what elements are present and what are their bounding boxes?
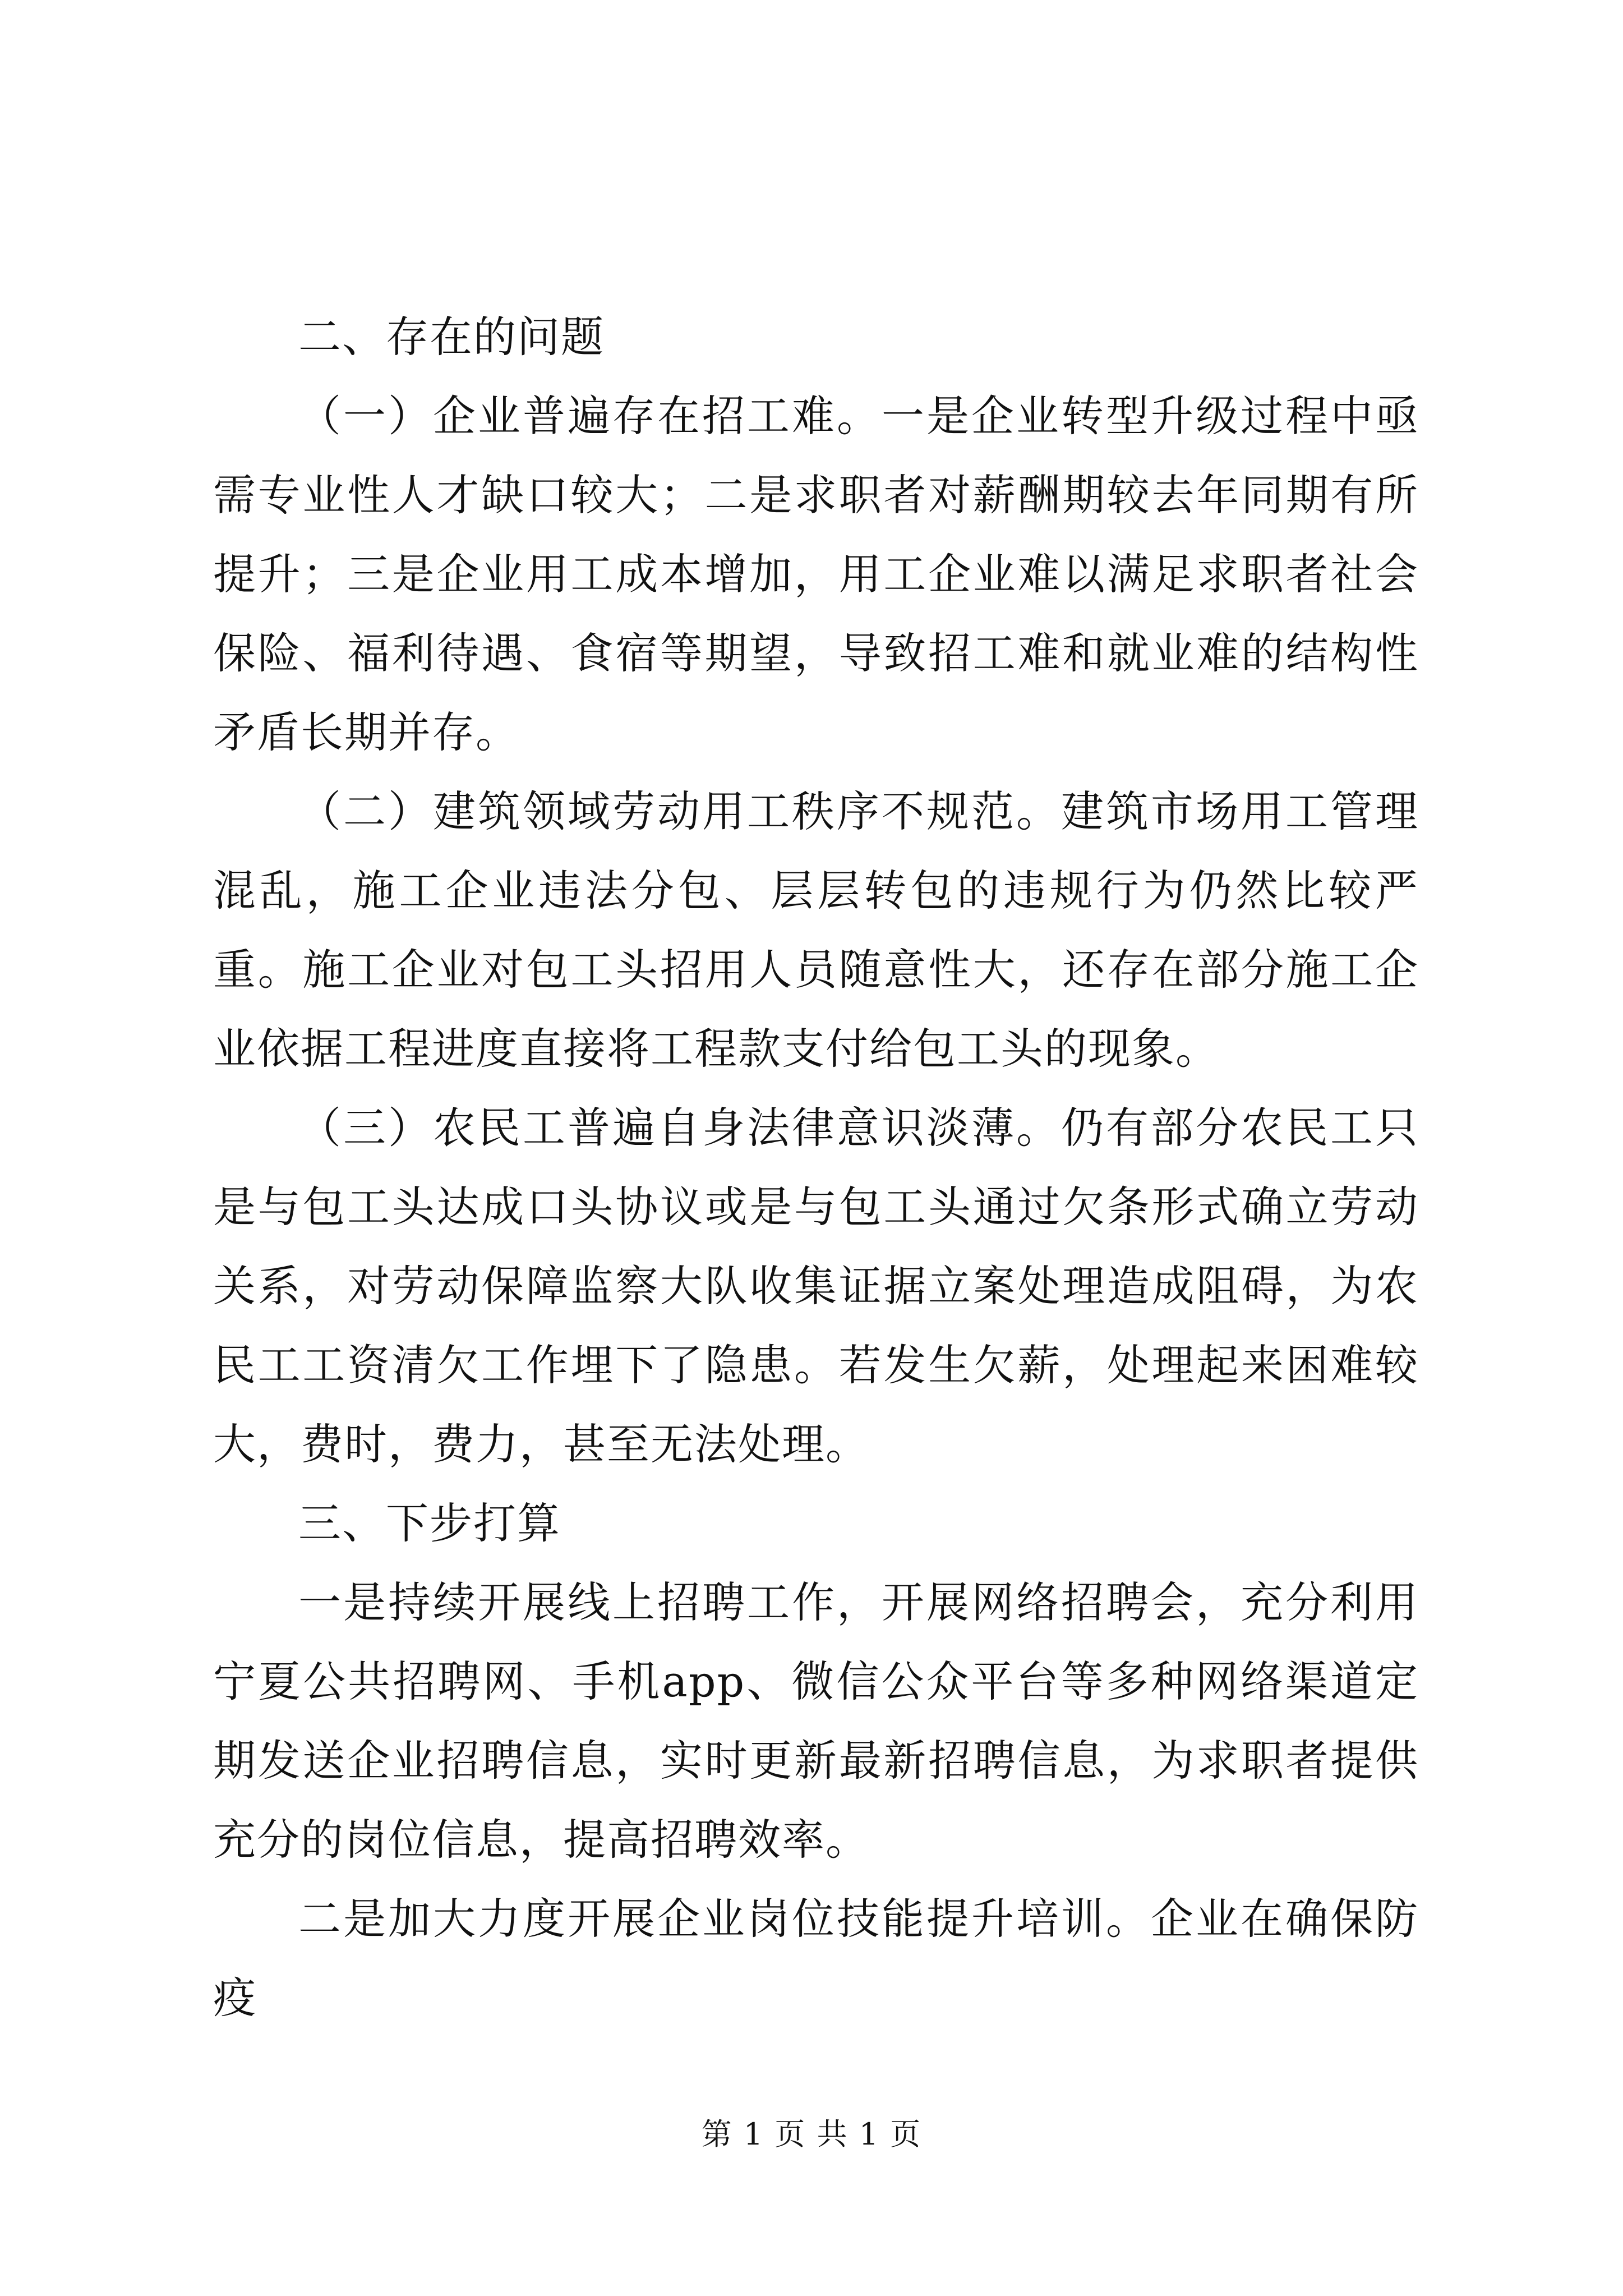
page-footer: 第 1 页 共 1 页 bbox=[701, 2116, 922, 2152]
paragraph-recruitment-difficulty: （一）企业普遍存在招工难。一是企业转型升级过程中亟需专业性人才缺口较大；二是求职者对薪酬期较去年同期有所提升；三是企业用工成本增加，用工企业难以满足求职者社会保险、福利待遇、食宿等期望，导致招工难和就业难的结构性矛盾长期并存。 bbox=[213, 391, 1419, 757]
paragraph-online-recruitment: 一是持续开展线上招聘工作，开展网络招聘会，充分利用宁夏公共招聘网、手机app、微信公众平台等多种网络渠道定期发送企业招聘信息，实时更新最新招聘信息，为求职者提供充分的岗位信息，提高招聘效率。 bbox=[213, 1577, 1419, 1865]
paragraph-construction-labor: （二）建筑领域劳动用工秩序不规范。建筑市场用工管理混乱，施工企业违法分包、层层转包的违规行为仍然比较严重。施工企业对包工头招用人员随意性大，还存在部分施工企业依据工程进度直接将工程款支付给包工头的现象。 bbox=[213, 786, 1419, 1074]
paragraph-skills-training: 二是加大力度开展企业岗位技能提升培训。企业在确保防疫 bbox=[213, 1894, 1419, 2023]
document-body bbox=[213, 297, 1419, 2037]
section-heading-next-steps: 三、下步打算 bbox=[298, 1498, 561, 1548]
section-heading-problems: 二、存在的问题 bbox=[298, 312, 605, 362]
paragraph-migrant-workers: （三）农民工普遍自身法律意识淡薄。仍有部分农民工只是与包工头达成口头协议或是与包工头通过欠条形式确立劳动关系，对劳动保障监察大队收集证据立案处理造成阻碍，为农民工工资清欠工作埋下了隐患。若发生欠薪，处理起来困难较大，费时，费力，甚至无法处理。 bbox=[213, 1103, 1419, 1469]
